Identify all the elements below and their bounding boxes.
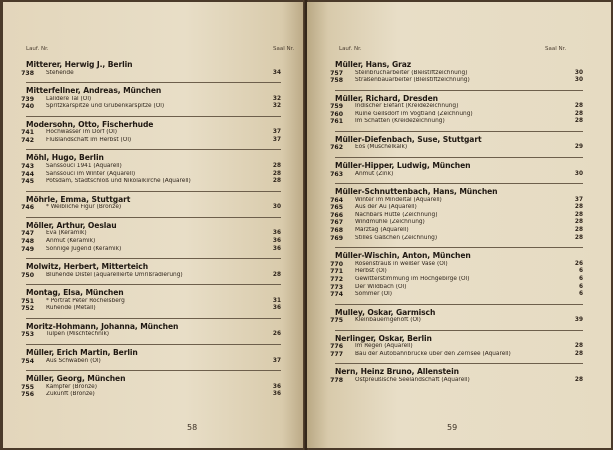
artwork-title: Tulpen (Mischtechnik) (46, 331, 110, 338)
run-number: 762 (330, 144, 343, 152)
artwork-title: Zukunft (Bronze) (46, 391, 95, 398)
artwork-row (330, 103, 583, 111)
run-number: 750 (21, 271, 34, 279)
run-number: 741 (21, 129, 34, 137)
room-number: 32 (272, 103, 281, 110)
left-page-number: 58 (187, 423, 198, 432)
left-header-run-number: Lauf. Nr. (26, 46, 49, 52)
artwork-row (330, 291, 583, 299)
run-number: 768 (330, 227, 343, 235)
room-number: 26 (272, 331, 281, 338)
right-header-room-number: Saal Nr. (545, 46, 567, 52)
run-number: 755 (21, 383, 34, 391)
artwork-title: Gewitterstimmung im Hochgebirge (Öl) (355, 275, 470, 282)
artwork-title: Stilles Gäßchen (Zeichnung) (355, 234, 438, 241)
catalog-entry (21, 284, 281, 313)
left-entry-list (21, 60, 281, 404)
run-number: 758 (330, 77, 343, 85)
artwork-title: Nachbars Hütte (Zeichnung) (355, 211, 438, 218)
room-number: 28 (574, 376, 583, 383)
room-number: 37 (574, 196, 583, 203)
artwork-title: Eos (Muschelkalk) (355, 144, 408, 151)
run-number: 773 (330, 283, 343, 291)
room-number: 28 (574, 118, 583, 125)
artwork-title: Hochwasser im Dorf (Öl) (46, 129, 117, 136)
right-entry-list (330, 60, 583, 390)
artwork-title: Kämpfer (Bronze) (46, 383, 97, 390)
room-number: 28 (574, 110, 583, 117)
catalog-entry (330, 90, 583, 126)
room-number: 28 (272, 271, 281, 278)
run-number: 775 (330, 317, 343, 325)
run-number: 771 (330, 268, 343, 276)
room-number: 39 (574, 317, 583, 324)
artwork-title: Im Schatten (Kreidezeichnung) (355, 118, 445, 125)
catalog-entry (21, 82, 281, 111)
artwork-row (330, 234, 583, 243)
run-number: 767 (330, 219, 343, 227)
artwork-title: Anmut (Keramik) (46, 237, 96, 244)
artwork-title: Lalidere Tal (Öl) (46, 95, 92, 102)
artist-name: Montag, Elsa, München (26, 284, 281, 298)
right-page-number: 59 (447, 423, 458, 432)
room-number: 36 (272, 305, 281, 312)
right-header-run-number: Lauf. Nr. (339, 46, 362, 52)
artwork-title: Aus der Au (Aquarell) (355, 204, 417, 211)
run-number: 753 (21, 331, 34, 339)
artwork-title: Stehende (46, 69, 74, 76)
artwork-title: Ostpreußische Seelandschaft (Aquarell) (355, 376, 470, 383)
artwork-title: Der Wildbach (Öl) (355, 283, 407, 290)
artwork-row (21, 129, 281, 137)
artwork-title: Potsdam, Stadtschloß und Nikolaikirche (Aquarell) (46, 178, 191, 185)
artwork-row (330, 343, 583, 351)
right-page (307, 2, 611, 448)
room-number: 37 (272, 129, 281, 136)
room-number: 28 (574, 103, 583, 110)
artwork-title: Straßenbauarbeiter (Bleistiftzeichnung) (355, 77, 470, 84)
run-number: 778 (330, 376, 343, 384)
catalog-entry (21, 60, 281, 77)
artwork-row (330, 118, 583, 126)
artist-name: Müller, Erich Martin, Berlin (26, 344, 281, 358)
artist-name: Möhl, Hugo, Berlin (26, 149, 281, 163)
artwork-row (21, 391, 281, 399)
artwork-title: Im Regen (Aquarell) (355, 343, 413, 350)
room-number: 28 (574, 204, 583, 211)
artwork-title: Ruhende (Metall) (46, 305, 96, 312)
artwork-row (21, 357, 281, 366)
artist-name: Müller, Richard, Dresden (335, 90, 583, 104)
catalog-entry (330, 304, 583, 325)
room-number: 28 (272, 170, 281, 177)
run-number: 764 (330, 196, 343, 204)
catalog-entry (330, 330, 583, 359)
room-number: 36 (272, 391, 281, 398)
run-number: 752 (21, 305, 34, 313)
catalog-entry (21, 370, 281, 399)
artwork-row (21, 230, 281, 238)
artwork-row (21, 162, 281, 171)
artwork-title: Blühende Distel (aquarellierte Umrißradierung) (46, 271, 183, 278)
artwork-row (21, 95, 281, 104)
run-number: 746 (21, 204, 34, 212)
run-number: 740 (21, 103, 34, 111)
run-number: 759 (330, 103, 343, 111)
catalog-entry (21, 318, 281, 339)
room-number: 30 (574, 77, 583, 84)
run-number: 763 (330, 170, 343, 178)
artwork-title: Ruine Geilsdorf im Vogtland (Zeichnung) (355, 110, 473, 117)
artwork-row (330, 317, 583, 325)
catalog-entry (21, 217, 281, 253)
room-number: 28 (574, 227, 583, 234)
artwork-title: * Weibliche Figur (Bronze) (46, 204, 122, 211)
artwork-title: Rosenstrauß in weißer Vase (Öl) (355, 260, 448, 267)
artwork-row (330, 376, 583, 385)
artwork-row (330, 260, 583, 269)
room-number: 28 (574, 343, 583, 350)
room-number: 37 (272, 136, 281, 143)
artwork-row (330, 268, 583, 276)
room-number: 6 (578, 283, 583, 290)
artist-name: Müller-Hipper, Ludwig, München (335, 157, 583, 171)
artwork-row (21, 237, 281, 246)
room-number: 28 (574, 219, 583, 226)
artwork-title: Sanssouci im Winter (Aquarell) (46, 170, 136, 177)
artwork-title: Märztag (Aquarell) (355, 227, 409, 234)
left-page (3, 2, 306, 448)
room-number: 26 (574, 260, 583, 267)
artwork-row (21, 178, 281, 186)
catalog-entry (21, 149, 281, 186)
room-number: 30 (574, 170, 583, 177)
run-number: 738 (21, 69, 34, 77)
room-number: 34 (272, 69, 281, 76)
catalog-entry (21, 258, 281, 279)
run-number: 742 (21, 136, 34, 144)
room-number: 30 (574, 69, 583, 76)
artist-name: Müller-Diefenbach, Suse, Stuttgart (335, 131, 583, 145)
artwork-row (330, 170, 583, 179)
artist-name: Müller-Schnuttenbach, Hans, München (335, 183, 583, 197)
artist-name: Nerlinger, Oskar, Berlin (335, 330, 583, 344)
catalog-entry (330, 247, 583, 299)
room-number: 6 (578, 268, 583, 275)
run-number: 765 (330, 204, 343, 212)
catalog-entry (330, 60, 583, 85)
artwork-row (21, 103, 281, 111)
artist-name: Modersohn, Otto, Fischerhude (26, 116, 281, 130)
room-number: 28 (574, 350, 583, 357)
room-number: 6 (578, 275, 583, 282)
run-number: 744 (21, 170, 34, 178)
run-number: 751 (21, 297, 34, 305)
catalog-entry (330, 183, 583, 242)
artwork-title: Sommer (Öl) (355, 291, 393, 298)
artwork-row (21, 271, 281, 280)
artwork-title: Spritzkarspitze und Grubenkarspitze (Öl) (46, 103, 165, 110)
artist-name: Möhrle, Emma, Stuttgart (26, 191, 281, 205)
artwork-row (330, 350, 583, 359)
room-number: 37 (272, 357, 281, 364)
room-number: 36 (272, 237, 281, 244)
artwork-row (330, 69, 583, 78)
artwork-row (330, 227, 583, 235)
run-number: 747 (21, 230, 34, 238)
catalog-entry (330, 157, 583, 178)
room-number: 28 (272, 162, 281, 169)
artist-name: Moritz-Hohmann, Johanna, München (26, 318, 281, 332)
room-number: 28 (272, 178, 281, 185)
artist-name: Nern, Heinz Bruno, Allenstein (335, 363, 583, 377)
run-number: 770 (330, 260, 343, 268)
run-number: 743 (21, 162, 34, 170)
room-number: 6 (578, 291, 583, 298)
artwork-row (21, 204, 281, 212)
run-number: 757 (330, 69, 343, 77)
artist-name: Müller-Wischin, Anton, München (335, 247, 583, 261)
artwork-row (330, 275, 583, 284)
run-number: 774 (330, 291, 343, 299)
artwork-title: Winter im Mindeltal (Aquarell) (355, 196, 442, 203)
artwork-title: Flußlandschaft im Herbst (Öl) (46, 136, 132, 143)
room-number: 36 (272, 245, 281, 252)
run-number: 760 (330, 110, 343, 118)
artwork-row (330, 77, 583, 85)
artist-name: Mulley, Oskar, Garmisch (335, 304, 583, 318)
artwork-row (330, 110, 583, 119)
artwork-row (21, 136, 281, 145)
artist-name: Molwitz, Herbert, Mitterteich (26, 258, 281, 272)
artwork-row (21, 331, 281, 339)
artist-name: Müller, Hans, Graz (335, 60, 412, 69)
artwork-title: * Porträt Peter Rochelsberg (46, 297, 125, 304)
artist-name: Möller, Arthur, Oeslau (26, 217, 281, 231)
artwork-title: Sonnige Jugend (Keramik) (46, 245, 122, 252)
run-number: 761 (330, 118, 343, 126)
left-header-room-number: Saal Nr. (273, 46, 295, 52)
artwork-row (21, 297, 281, 306)
run-number: 745 (21, 178, 34, 186)
artwork-row (330, 283, 583, 292)
run-number: 749 (21, 245, 34, 253)
artwork-title: Sanssouci 1941 (Aquarell) (46, 162, 122, 169)
run-number: 748 (21, 237, 34, 245)
catalog-entry (21, 191, 281, 212)
artist-name: Müller, Georg, München (26, 370, 281, 384)
catalog-entry (21, 116, 281, 145)
artwork-row (330, 219, 583, 227)
artwork-row (330, 144, 583, 152)
artwork-row (330, 196, 583, 205)
artwork-row (330, 211, 583, 220)
artist-name: Mitterer, Herwig J., Berlin (26, 60, 133, 69)
run-number: 766 (330, 211, 343, 219)
artwork-row (330, 204, 583, 212)
run-number: 772 (330, 275, 343, 283)
artwork-title: Windmühle (Zeichnung) (355, 219, 425, 226)
room-number: 32 (272, 95, 281, 102)
catalog-entry (330, 131, 583, 152)
artwork-row (21, 245, 281, 254)
artwork-title: Aus Schwaben (Öl) (46, 357, 101, 364)
artwork-title: Bau der Autobahnbrücke über den Zernsee (Aquarell) (355, 350, 511, 357)
artwork-title: Herbst (Öl) (355, 268, 387, 275)
room-number: 36 (272, 383, 281, 390)
room-number: 30 (272, 204, 281, 211)
catalog-entry (21, 344, 281, 365)
room-number: 31 (272, 297, 281, 304)
artwork-row (21, 69, 281, 78)
room-number: 28 (574, 234, 583, 241)
artwork-title: Steinbrucharbeiter (Bleistiftzeichnung) (355, 69, 468, 76)
room-number: 29 (574, 144, 583, 151)
run-number: 776 (330, 343, 343, 351)
artwork-title: Eva (Keramik) (46, 230, 87, 237)
room-number: 28 (574, 211, 583, 218)
artwork-title: Kleinbauerngehöft (Öl) (355, 317, 421, 324)
artwork-title: Anmut (Zink) (355, 170, 394, 177)
run-number: 769 (330, 234, 343, 242)
run-number: 739 (21, 95, 34, 103)
room-number: 36 (272, 230, 281, 237)
artwork-row (21, 305, 281, 313)
catalog-entry (330, 363, 583, 384)
run-number: 756 (21, 391, 34, 399)
artwork-row (21, 383, 281, 392)
run-number: 777 (330, 350, 343, 358)
artist-name: Mitterfellner, Andreas, München (26, 82, 281, 96)
run-number: 754 (21, 357, 34, 365)
artwork-title: Indischer Elefant (Kreidezeichnung) (355, 103, 459, 110)
artwork-row (21, 170, 281, 179)
